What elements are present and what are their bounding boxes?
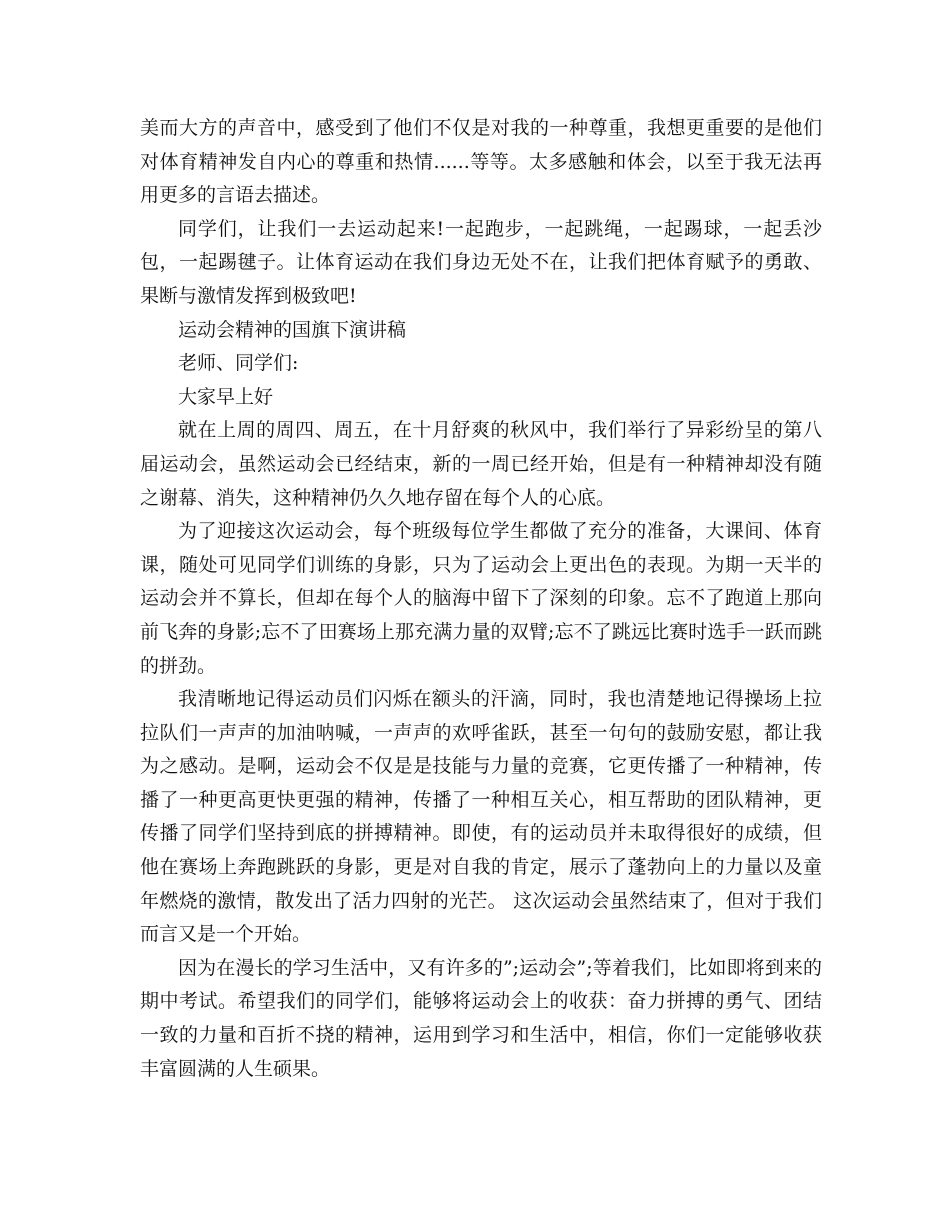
paragraph-preparation: 为了迎接这次运动会，每个班级每位学生都做了充分的准备，大课间、体育课，随处可见同学们训练的身影，只为了运动会上更出色的表现。为期一天半的运动会并不算长，但却在每个人的脑海中留下了深刻的印象。忘不了跑道上那向前飞奔的身影;忘不了田赛场上那充满力量的双臂;忘不了跳远比赛时选手一跃而跳的拼劲。 [140,520,822,677]
greeting: 大家早上好 [178,385,274,408]
salutation: 老师、同学们: [178,352,299,375]
paragraph-intro: 就在上周的周四、周五，在十月舒爽的秋风中，我们举行了异彩纷呈的第八届运动会，虽然运动会已经结束，新的一周已经开始，但是有一种精神却没有随之谢幕、消失，这种精神仍久久地存留在每个人的心底。 [140,419,822,509]
speech-title: 运动会精神的国旗下演讲稿 [178,318,407,341]
document-body [140,112,822,1086]
paragraph-memories: 我清晰地记得运动员们闪烁在额头的汗滴，同时，我也清楚地记得操场上拉拉队们一声声的加油呐喊，一声声的欢呼雀跃，甚至一句句的鼓励安慰，都让我为之感动。是啊，运动会不仅是是技能与力量的竞赛，它更传播了一种精神，传播了一种更高更快更强的精神，传播了一种相互关心，相互帮助的团队精神，更传播了同学们坚持到底的拼搏精神。即使，有的运动员并未取得很好的成绩，但他在赛场上奔跑跳跃的身影，更是对自我的肯定，展示了蓬勃向上的力量以及童年燃烧的激情，散发出了活力四射的光芒。 这次运动会虽然结束了，但对于我们而言又是一个开始。 [140,688,822,946]
paragraph-conclusion: 因为在漫长的学习生活中，又有许多的”;运动会”;等着我们，比如即将到来的期中考试。希望我们的同学们，能够将运动会上的收获：奋力拼搏的勇气、团结一致的力量和百折不挠的精神，运用到学习和生活中，相信，你们一定能够收获丰富圆满的人生硕果。 [140,956,822,1080]
paragraph-call-to-action: 同学们，让我们一去运动起来!一起跑步，一起跳绳，一起踢球，一起丢沙包，一起踢毽子。让体育运动在我们身边无处不在，让我们把体育赋予的勇敢、果断与激情发挥到极致吧! [140,217,822,307]
paragraph-continuation: 美而大方的声音中，感受到了他们不仅是对我的一种尊重，我想更重要的是他们对体育精神发自内心的尊重和热情......等等。太多感触和体会，以至于我无法再用更多的言语去描述。 [140,117,822,207]
